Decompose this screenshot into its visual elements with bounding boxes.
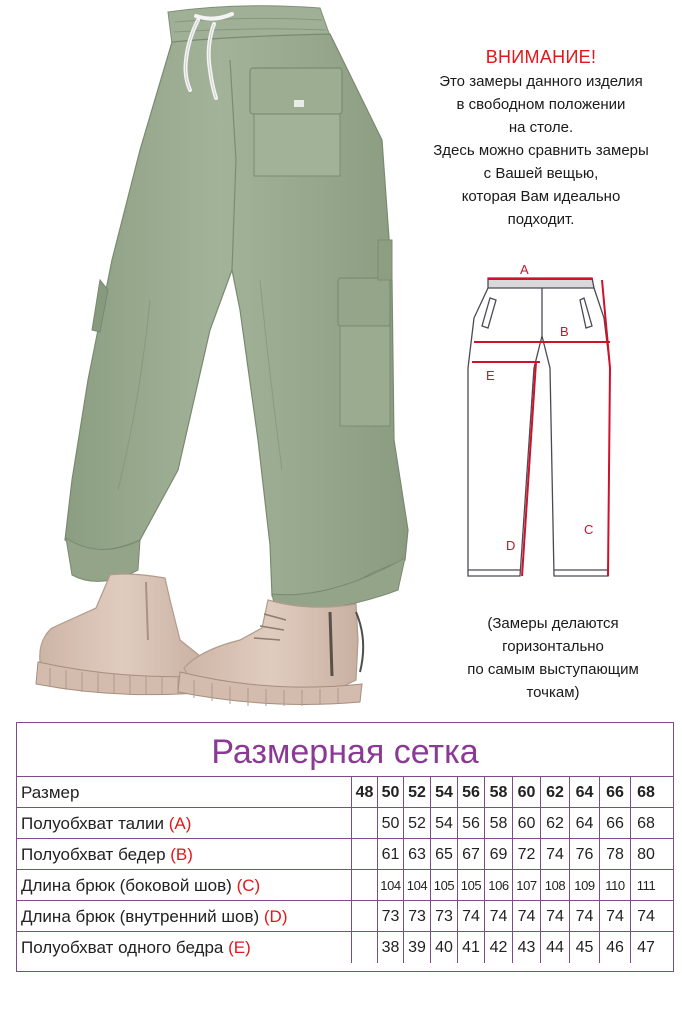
- warning-line: с Вашей вещью,: [483, 165, 599, 182]
- value-cell: 106: [484, 870, 512, 901]
- value-cell: 58: [484, 808, 512, 839]
- value-cell: 74: [457, 901, 484, 932]
- value-cell: [351, 870, 377, 901]
- row-label-text: Длина брюк (внутренний шов): [21, 907, 260, 926]
- table-row: [17, 901, 673, 932]
- label-b: B: [560, 324, 569, 339]
- value-cell: 74: [630, 901, 661, 932]
- value-cell: 69: [484, 839, 512, 870]
- value-cell: 110: [599, 870, 630, 901]
- warning-block: [400, 46, 682, 231]
- warning-line: Это замеры данного изделия: [439, 73, 643, 90]
- value-cell: 80: [630, 839, 661, 870]
- table-row: [17, 870, 673, 901]
- value-cell: 62: [540, 808, 569, 839]
- label-d: D: [506, 538, 516, 553]
- note-line: точкам): [526, 684, 580, 701]
- value-cell: 45: [569, 932, 599, 963]
- value-cell: [351, 932, 377, 963]
- value-cell: 109: [569, 870, 599, 901]
- value-cell: 63: [403, 839, 430, 870]
- value-cell: 105: [457, 870, 484, 901]
- value-cell: 108: [540, 870, 569, 901]
- row-label-text: Размер: [21, 783, 80, 802]
- row-label-text: Полуобхват одного бедра: [21, 938, 224, 957]
- size-header-cell: 64: [569, 777, 599, 808]
- row-label: [17, 870, 351, 901]
- size-header-cell: 60: [512, 777, 540, 808]
- value-cell: 46: [599, 932, 630, 963]
- value-cell: 74: [540, 839, 569, 870]
- value-cell: 73: [403, 901, 430, 932]
- value-cell: 68: [630, 808, 661, 839]
- label-a: A: [520, 262, 529, 277]
- cargo-pocket-flap: [250, 68, 342, 114]
- measurement-code: (E): [223, 938, 251, 957]
- value-cell: 39: [403, 932, 430, 963]
- table-row: [17, 808, 673, 839]
- value-cell: 104: [403, 870, 430, 901]
- warning-line: подходит.: [507, 211, 575, 228]
- product-photo: [0, 0, 460, 712]
- warning-title: ВНИМАНИЕ!: [485, 47, 597, 67]
- value-cell: 107: [512, 870, 540, 901]
- size-table: [16, 722, 674, 972]
- size-header-cell: 56: [457, 777, 484, 808]
- value-cell: 104: [377, 870, 403, 901]
- size-header-cell: 48: [351, 777, 377, 808]
- note-line: горизонтально: [502, 638, 604, 655]
- row-label: [17, 808, 351, 839]
- value-cell: 54: [430, 808, 457, 839]
- size-header-cell: 68: [630, 777, 661, 808]
- value-cell: 74: [569, 901, 599, 932]
- table-title: Размерная сетка: [17, 723, 673, 777]
- value-cell: 60: [512, 808, 540, 839]
- value-cell: 74: [484, 901, 512, 932]
- label-c: C: [584, 522, 594, 537]
- measurement-note: [424, 612, 682, 704]
- size-header-cell: 50: [377, 777, 403, 808]
- side-pocket-flap: [338, 278, 390, 326]
- value-cell: 47: [630, 932, 661, 963]
- size-header-cell: 52: [403, 777, 430, 808]
- value-cell: 78: [599, 839, 630, 870]
- table-row: [17, 839, 673, 870]
- value-cell: 66: [599, 808, 630, 839]
- value-cell: 74: [599, 901, 630, 932]
- value-cell: [351, 839, 377, 870]
- header-label: [17, 777, 351, 808]
- value-cell: [351, 901, 377, 932]
- value-cell: 72: [512, 839, 540, 870]
- size-header-cell: 62: [540, 777, 569, 808]
- value-cell: 64: [569, 808, 599, 839]
- row-label: [17, 839, 351, 870]
- row-label-text: Полуобхват талии: [21, 814, 165, 833]
- value-cell: 74: [540, 901, 569, 932]
- value-cell: 67: [457, 839, 484, 870]
- value-cell: 105: [430, 870, 457, 901]
- size-header-cell: 58: [484, 777, 512, 808]
- value-cell: [351, 808, 377, 839]
- value-cell: 76: [569, 839, 599, 870]
- label-e: E: [486, 368, 495, 383]
- measurement-code: (D): [259, 907, 288, 926]
- value-cell: 74: [512, 901, 540, 932]
- value-cell: 38: [377, 932, 403, 963]
- measurement-code: (A): [164, 814, 192, 833]
- table-header-row: [17, 777, 673, 808]
- value-cell: 52: [403, 808, 430, 839]
- value-cell: 50: [377, 808, 403, 839]
- value-cell: 73: [377, 901, 403, 932]
- value-cell: 44: [540, 932, 569, 963]
- warning-line: Здесь можно сравнить замеры: [433, 142, 649, 159]
- row-label: [17, 932, 351, 963]
- value-cell: 41: [457, 932, 484, 963]
- size-header-cell: 66: [599, 777, 630, 808]
- measurement-labels: [486, 262, 593, 553]
- note-line: по самым выступающим: [467, 661, 639, 678]
- table-row: [17, 932, 673, 963]
- value-cell: 40: [430, 932, 457, 963]
- size-header-cell: 54: [430, 777, 457, 808]
- row-label-text: Длина брюк (боковой шов): [21, 876, 232, 895]
- row-label: [17, 901, 351, 932]
- value-cell: 65: [430, 839, 457, 870]
- value-cell: 73: [430, 901, 457, 932]
- value-cell: 61: [377, 839, 403, 870]
- warning-line: в свободном положении: [456, 96, 626, 113]
- right-boot: [178, 600, 363, 706]
- measurement-code: (C): [231, 876, 261, 895]
- note-line: (Замеры делаются: [487, 615, 619, 632]
- warning-line: на столе.: [508, 119, 574, 136]
- value-cell: 43: [512, 932, 540, 963]
- measurement-diagram: [462, 258, 622, 588]
- row-label-text: Полуобхват бедер: [21, 845, 166, 864]
- value-cell: 111: [630, 870, 661, 901]
- value-cell: 42: [484, 932, 512, 963]
- warning-line: которая Вам идеально: [461, 188, 621, 205]
- measurement-code: (B): [165, 845, 193, 864]
- value-cell: 56: [457, 808, 484, 839]
